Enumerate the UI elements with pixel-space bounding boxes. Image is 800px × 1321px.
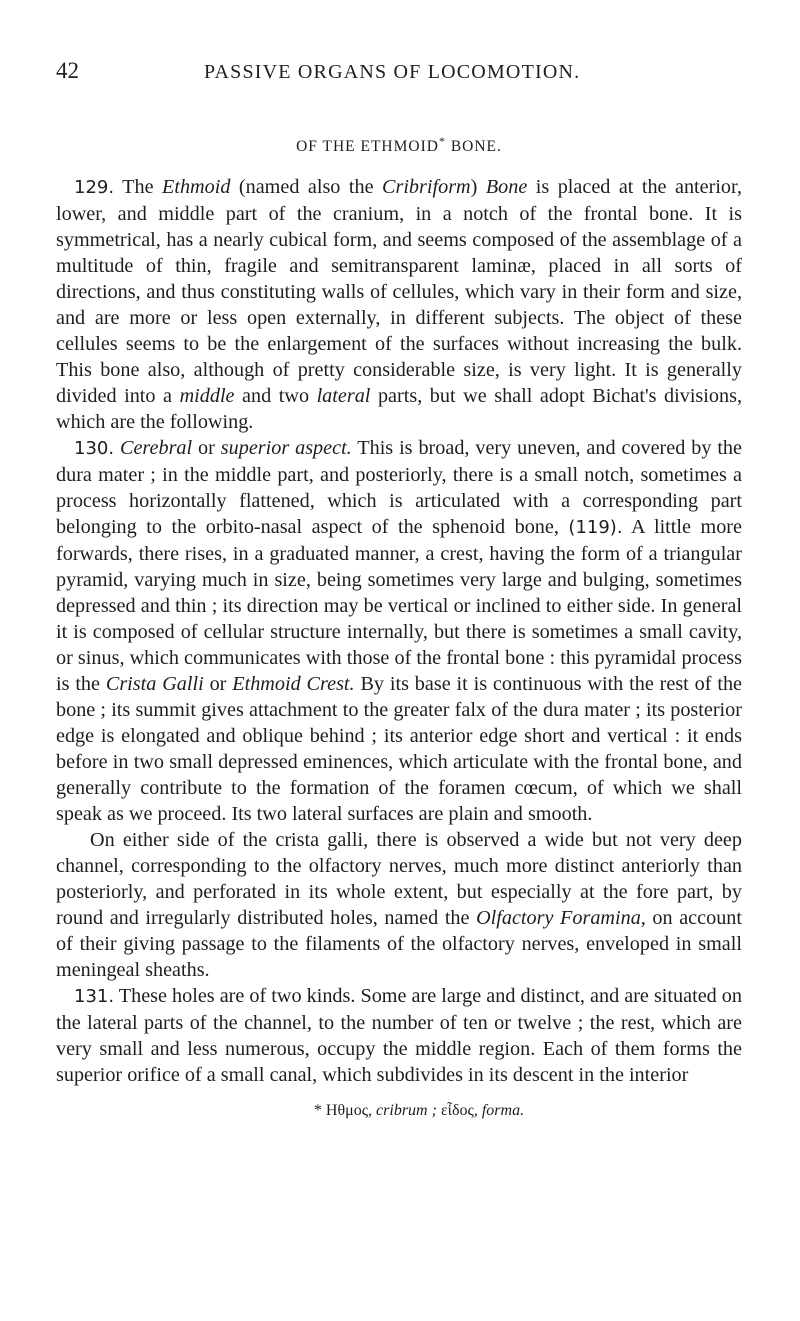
text-run: A little more forwards, there rises, in a graduated manner, a crest, having the form of a triangular pyramid, varying much in size, being sometimes very large and bulging, sometimes depressed and thin ; its direction may be vertical or inclined to either side. In general it is composed of cellular structure internally, but there is sometimes a small cavity, or sinus, which communicates with those of the frontal bone : this pyramidal process is the [56, 516, 742, 696]
text-run: on account of their giving passage to the filaments of the olfactory nerves, enveloped in small meningeal sheaths. [56, 907, 742, 982]
paragraph-130 [56, 435, 742, 827]
running-head [56, 58, 742, 94]
text-run: The [114, 176, 163, 199]
italic-term: superior aspect. [220, 437, 352, 460]
greek-word: εἶδος, [440, 1102, 478, 1120]
text-run: or [203, 673, 233, 696]
italic-term: Crista Galli [105, 673, 204, 696]
section-title-text: OF THE ETHMOID [296, 138, 439, 156]
body-text [56, 174, 742, 1088]
section-title-tail: BONE. [445, 138, 502, 156]
text-run: parts, but we shall adopt Bichat's divisions, which are the following. [56, 385, 742, 434]
cross-reference: (119). [568, 517, 623, 539]
text-run: (named also the [230, 176, 382, 199]
text-run: On either side of the crista galli, there is observed a wide but not very deep channel, corresponding to the olfactory nerves, much more distinct anteriorly than posteriorly, and perforated in its whole extent, but especially at the fore part, by round and irregularly distributed holes, named the [56, 829, 742, 930]
latin-word: forma. [477, 1102, 525, 1120]
italic-term: Ethmoid Crest. [232, 673, 355, 696]
text-run: is placed at the anterior, lower, and middle part of the cranium, in a notch of the frontal bone. It is symmetrical, has a nearly cubical form, and seems composed of the assemblage of a multitude of thin, fragile and semitransparent laminæ, placed in all sorts of directions, and thus constituting walls of cellules, which vary in their form and size, and are more or less open externally, in different subjects. The object of these cellules seems to be the enlargement of the surfaces without increasing the bulk. This bone also, although of pretty considerable size, is very light. It is generally divided into a [56, 176, 742, 408]
footnote-mark: * [438, 134, 446, 148]
italic-term: Olfactory Foramina, [476, 907, 646, 930]
italic-term: lateral [316, 385, 371, 408]
section-title [56, 134, 742, 156]
paragraph-channel [56, 827, 742, 983]
running-title: PASSIVE ORGANS OF LOCOMOTION. [204, 61, 581, 83]
paragraph-131 [56, 983, 742, 1088]
latin-word: cribrum ; [372, 1102, 441, 1120]
text-run: and two [234, 385, 317, 408]
italic-term: middle [179, 385, 235, 408]
paragraph-129 [56, 174, 742, 435]
footnote [56, 1102, 742, 1120]
greek-word: Ηθμος, [325, 1102, 373, 1120]
footnote-mark: * [313, 1102, 326, 1120]
italic-term: Cerebral [119, 437, 193, 460]
text-run: ) [470, 176, 486, 199]
italic-term: Bone [485, 176, 528, 199]
text-run: This is broad, very uneven, and covered by the dura mater ; in the middle part, and posteriorly, there is a small notch, sometimes a process horizontally flattened, which is articulated with a corresponding part belonging to the orbito-nasal aspect of the sphenoid bone, [56, 437, 742, 539]
text-run: or [192, 437, 221, 460]
paragraph-number: 129. [74, 177, 115, 199]
paragraph-number: 131. [74, 986, 115, 1008]
text-run: These holes are of two kinds. Some are large and distinct, and are situated on the lateral parts of the channel, to the number of ten or twelve ; the rest, which are very small and less numerous, occupy the middle region. Each of them forms the superior orifice of a small canal, which subdivides in its descent in the interior [56, 985, 742, 1087]
paragraph-number: 130. [74, 438, 115, 460]
page-number: 42 [56, 58, 79, 83]
italic-term: Cribriform [382, 176, 471, 199]
text-run: By its base it is continuous with the rest of the bone ; its summit gives attachment to the greater falx of the dura mater ; its posterior edge is elongated and oblique behind ; its anterior edge short and vertical : it ends before in two small depressed eminences, which articulate with the frontal bone, and generally contribute to the formation of the foramen cœcum, of which we shall speak as we proceed. Its two lateral surfaces are plain and smooth. [56, 673, 742, 826]
italic-term: Ethmoid [162, 176, 231, 199]
